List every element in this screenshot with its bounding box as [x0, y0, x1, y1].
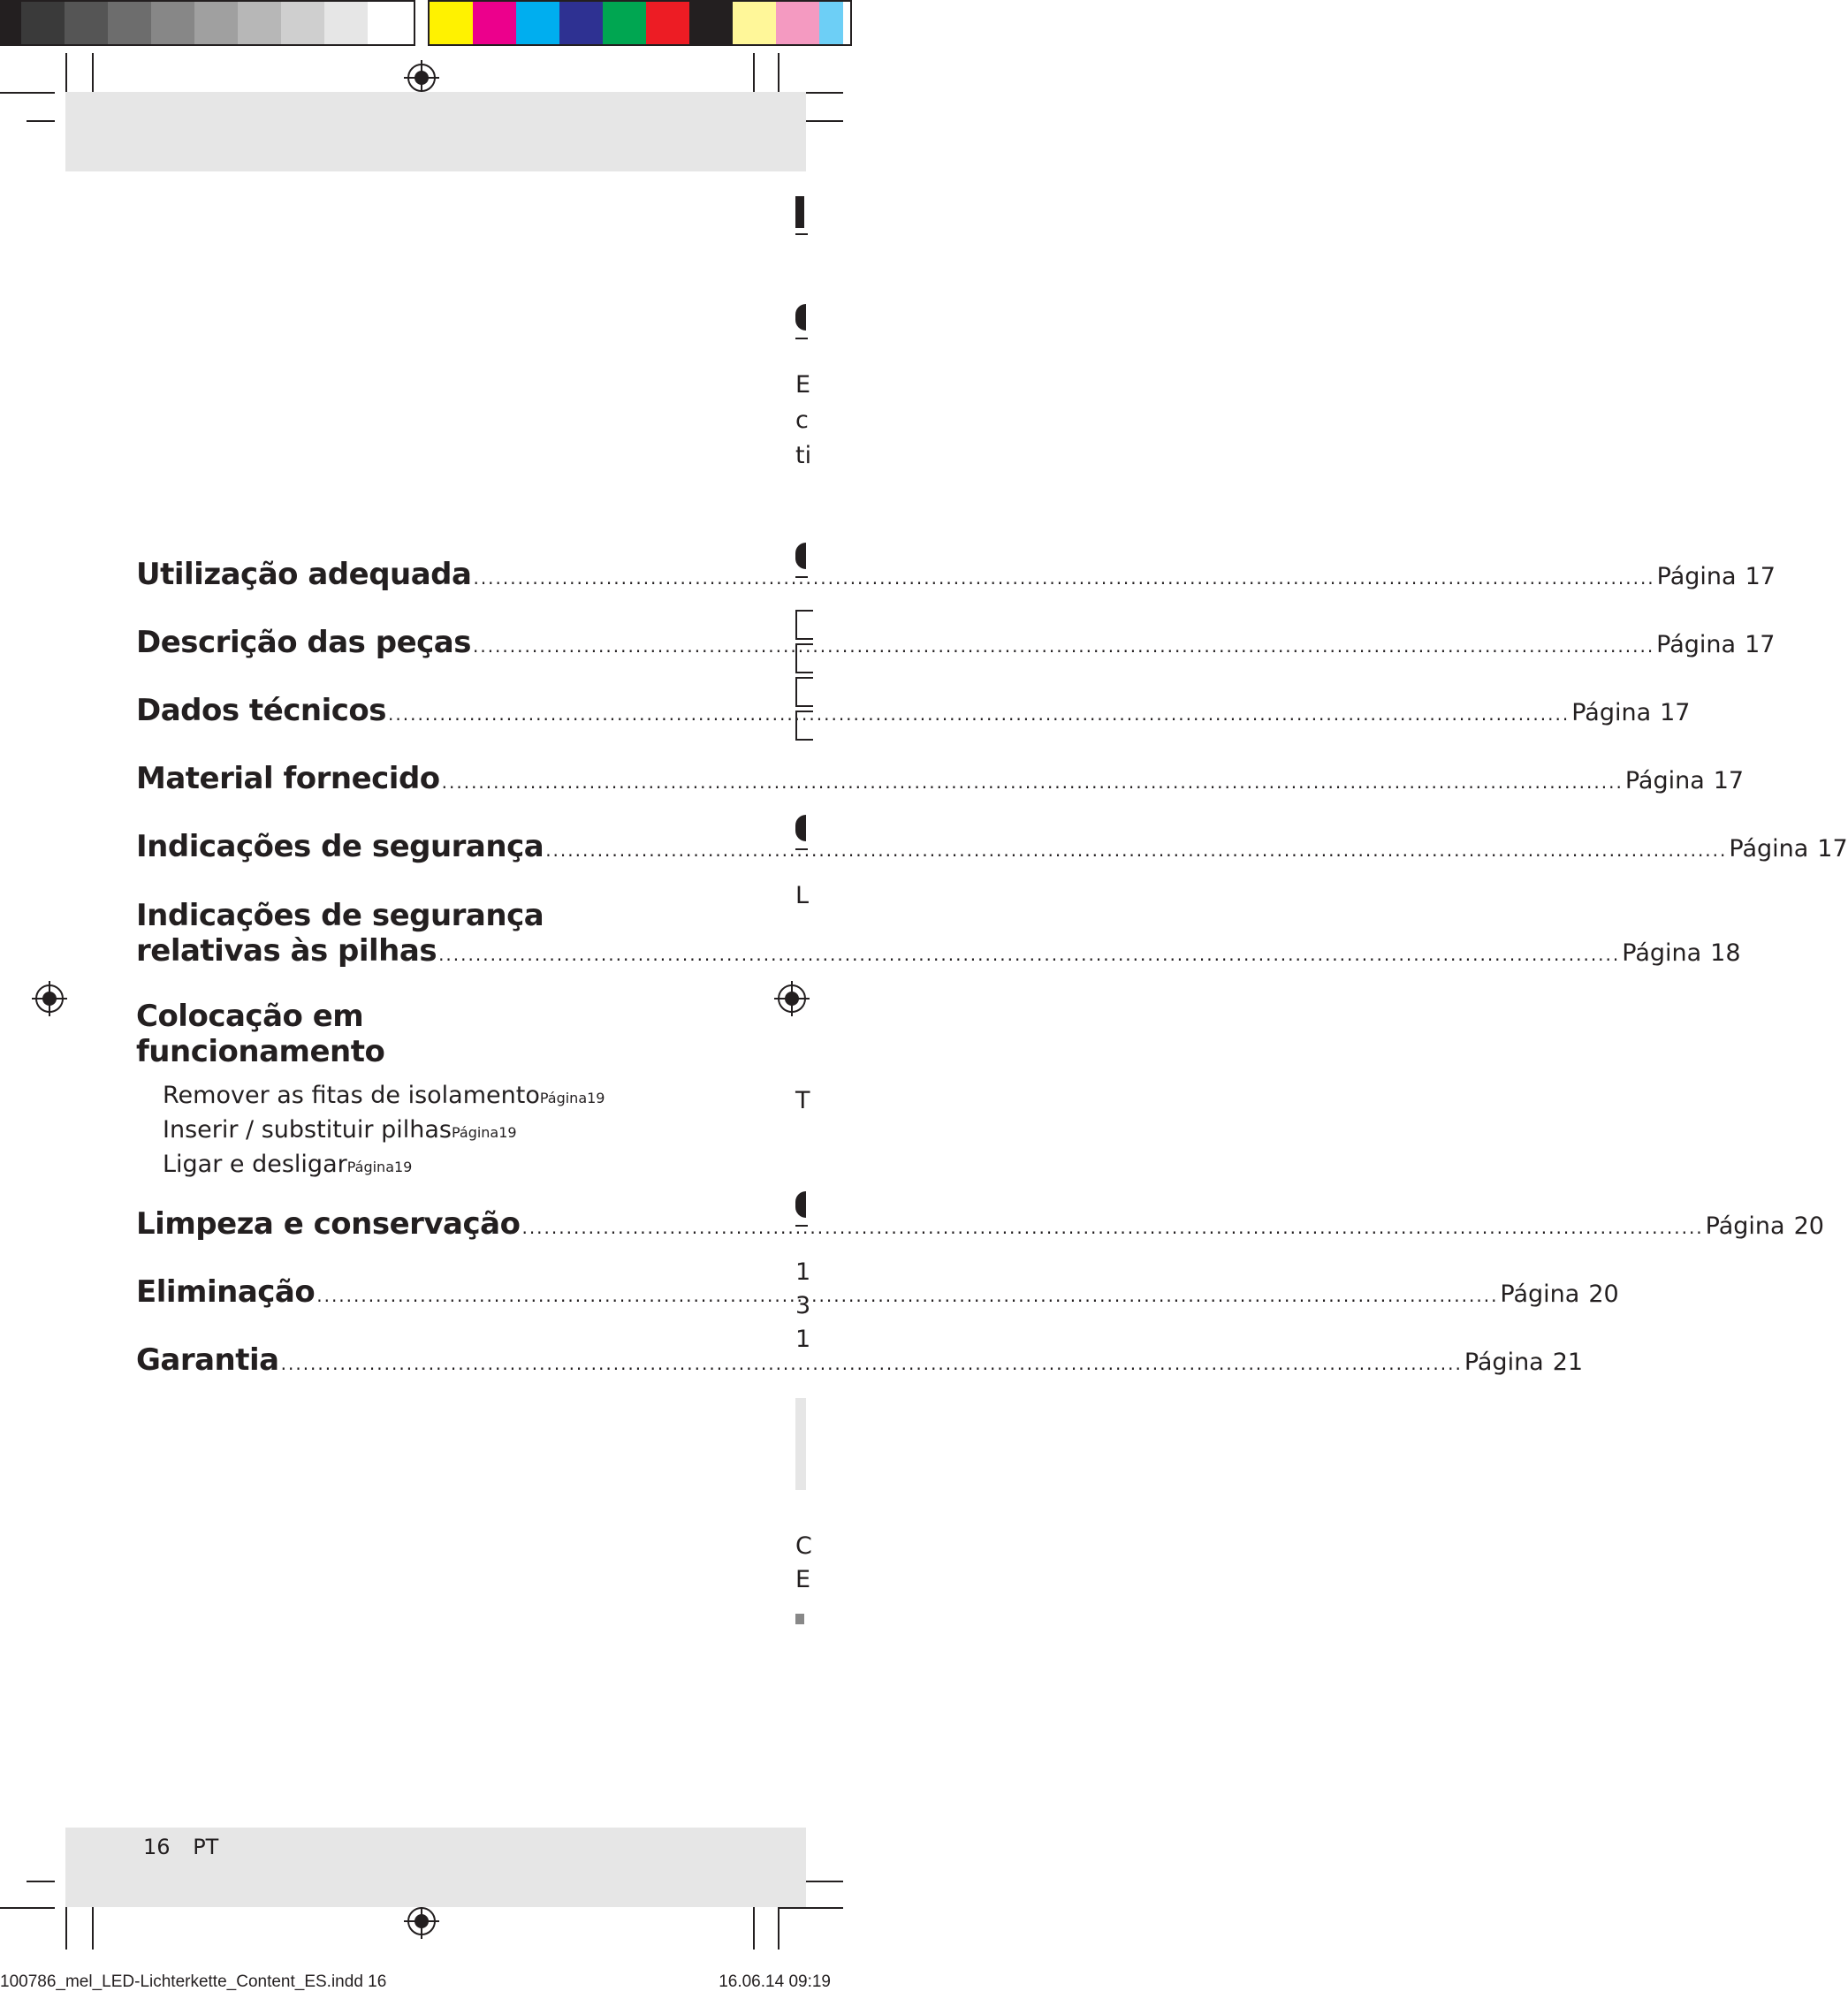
- crop-mark: [27, 1881, 55, 1882]
- gray-bar-frame: [0, 0, 415, 46]
- toc-entry-title: Material fornecido: [136, 761, 440, 796]
- page-footer: [143, 1835, 218, 1859]
- leader-dots: [438, 944, 1620, 965]
- toc-entry-title: Indicações de segurança: [136, 829, 544, 864]
- clipped-text: E: [795, 1566, 811, 1593]
- toc-entry-title: Utilização adequada: [136, 557, 472, 592]
- table-of-contents: [136, 557, 1848, 1387]
- leader-dots: [545, 840, 1727, 861]
- crop-mark: [0, 92, 55, 94]
- leader-dots: [521, 1217, 1703, 1238]
- crop-mark: [65, 1905, 67, 1950]
- crop-mark: [92, 1905, 94, 1950]
- page-number: 16: [143, 1835, 171, 1859]
- page-label: Página: [346, 1159, 394, 1175]
- page-number: 21: [1552, 1349, 1584, 1376]
- toc-section-title: funcionamento: [136, 1034, 385, 1069]
- crop-mark: [778, 53, 780, 97]
- crop-mark: [92, 53, 94, 97]
- crop-mark: [778, 1905, 780, 1950]
- language-code: PT: [193, 1835, 219, 1859]
- clipped-table-cell: [795, 643, 813, 673]
- toc-subentry-title: Inserir / substituir pilhas: [163, 1116, 452, 1144]
- page-label: Página: [1656, 631, 1737, 658]
- page-label: Página: [1656, 563, 1737, 590]
- clipped-heading: [795, 196, 804, 228]
- page-number: 17: [1713, 767, 1745, 794]
- page-label: Página: [1622, 939, 1702, 967]
- clipped-heading-glyph: [795, 304, 806, 331]
- clipped-rule: [795, 1225, 808, 1227]
- toc-subentry-title: Ligar e desligar: [163, 1151, 347, 1178]
- clipped-rule: [795, 848, 808, 850]
- clipped-gray-box: [795, 1398, 806, 1490]
- leader-dots: [473, 635, 1654, 657]
- page-label: Página: [539, 1090, 588, 1106]
- clipped-text: ti: [795, 442, 812, 469]
- clipped-heading-glyph: [795, 1191, 806, 1218]
- page-label: Página: [1729, 835, 1809, 863]
- page-number: 17: [1660, 699, 1691, 726]
- clipped-rule: [795, 233, 808, 235]
- page-number: 17: [1817, 835, 1848, 863]
- color-calibration-bar: [0, 0, 843, 46]
- page-label: Página: [1500, 1281, 1580, 1308]
- page-number: 19: [498, 1124, 517, 1141]
- page-number: 17: [1745, 631, 1776, 658]
- clipped-text: c: [795, 407, 809, 434]
- page-number: 19: [587, 1090, 605, 1106]
- clipped-rule: [795, 338, 808, 339]
- registration-mark-icon: [32, 981, 67, 1016]
- clipped-text: 1: [795, 1258, 811, 1286]
- toc-entry-title: Indicações de segurança: [136, 898, 544, 933]
- clipped-heading-glyph: [795, 815, 806, 841]
- clipped-bullet: [795, 1614, 804, 1624]
- crop-mark: [65, 53, 67, 97]
- leader-dots: [316, 1285, 1498, 1306]
- registration-mark-icon: [404, 60, 439, 95]
- leader-dots: [473, 567, 1654, 589]
- toc-section-title: Colocação em: [136, 999, 364, 1034]
- page-number: 18: [1710, 939, 1741, 967]
- toc-entry[interactable]: [136, 557, 1776, 601]
- toc-subentry[interactable]: [136, 1116, 707, 1151]
- print-slug-date: 16.06.14 09:19: [719, 1972, 831, 1991]
- page-number: 19: [394, 1159, 413, 1175]
- leader-dots: [281, 1353, 1463, 1374]
- clipped-table-cell: [795, 677, 813, 707]
- toc-entry[interactable]: [136, 761, 1745, 805]
- toc-entry-title: Dados técnicos: [136, 693, 387, 728]
- clipped-text: T: [795, 1087, 810, 1114]
- clipped-text: E: [795, 371, 811, 399]
- toc-subentry[interactable]: [136, 1082, 707, 1116]
- page-number: 17: [1745, 563, 1776, 590]
- toc-entry[interactable]: [136, 1206, 1824, 1250]
- crop-mark: [804, 120, 843, 122]
- page-number: 20: [1793, 1212, 1824, 1240]
- leader-dots: [442, 771, 1624, 793]
- registration-mark-icon: [404, 1904, 439, 1939]
- toc-subentry-title: Remover as fitas de isolamento: [163, 1082, 540, 1109]
- toc-entry[interactable]: [136, 625, 1776, 669]
- clipped-heading-glyph: [795, 543, 806, 569]
- page-label: Página: [1705, 1212, 1785, 1240]
- clipped-table-cell: [795, 711, 813, 741]
- color-bar-frame: [428, 0, 852, 46]
- clipped-text: C: [795, 1532, 812, 1560]
- toc-entry[interactable]: [136, 1274, 1619, 1319]
- header-band: [65, 92, 806, 171]
- page-label: Página: [1624, 767, 1705, 794]
- crop-mark: [27, 120, 55, 122]
- clipped-table-cell: [795, 610, 813, 640]
- toc-entry[interactable]: [136, 829, 1848, 873]
- toc-section: [136, 999, 707, 1185]
- registration-mark-icon: [774, 981, 810, 1016]
- crop-mark: [0, 1907, 55, 1909]
- toc-entry-title: Limpeza e conservação: [136, 1206, 521, 1242]
- toc-entry-title: relativas às pilhas: [136, 933, 437, 969]
- crop-mark: [804, 1881, 843, 1882]
- page-label: Página: [1571, 699, 1652, 726]
- clipped-text: 3: [795, 1292, 811, 1319]
- toc-entry-title: Garantia: [136, 1342, 279, 1378]
- crop-mark: [778, 1907, 843, 1909]
- crop-mark: [753, 1905, 755, 1950]
- page-label: Página: [451, 1124, 499, 1141]
- clipped-text: L: [795, 882, 810, 909]
- print-slug-file: 100786_mel_LED-Lichterkette_Content_ES.indd 16: [0, 1972, 387, 1991]
- toc-entry-title: Eliminação: [136, 1274, 316, 1310]
- leader-dots: [388, 703, 1570, 725]
- toc-entry[interactable]: [136, 1342, 1584, 1387]
- page-number: 20: [1588, 1281, 1619, 1308]
- clipped-text: 1: [795, 1326, 811, 1353]
- toc-entry-title: Descrição das peças: [136, 625, 471, 660]
- toc-entry[interactable]: [136, 898, 1741, 969]
- page-label: Página: [1464, 1349, 1544, 1376]
- toc-entry[interactable]: [136, 693, 1691, 737]
- toc-subentry[interactable]: [136, 1151, 707, 1185]
- crop-mark: [753, 53, 755, 97]
- clipped-rule: [795, 576, 808, 578]
